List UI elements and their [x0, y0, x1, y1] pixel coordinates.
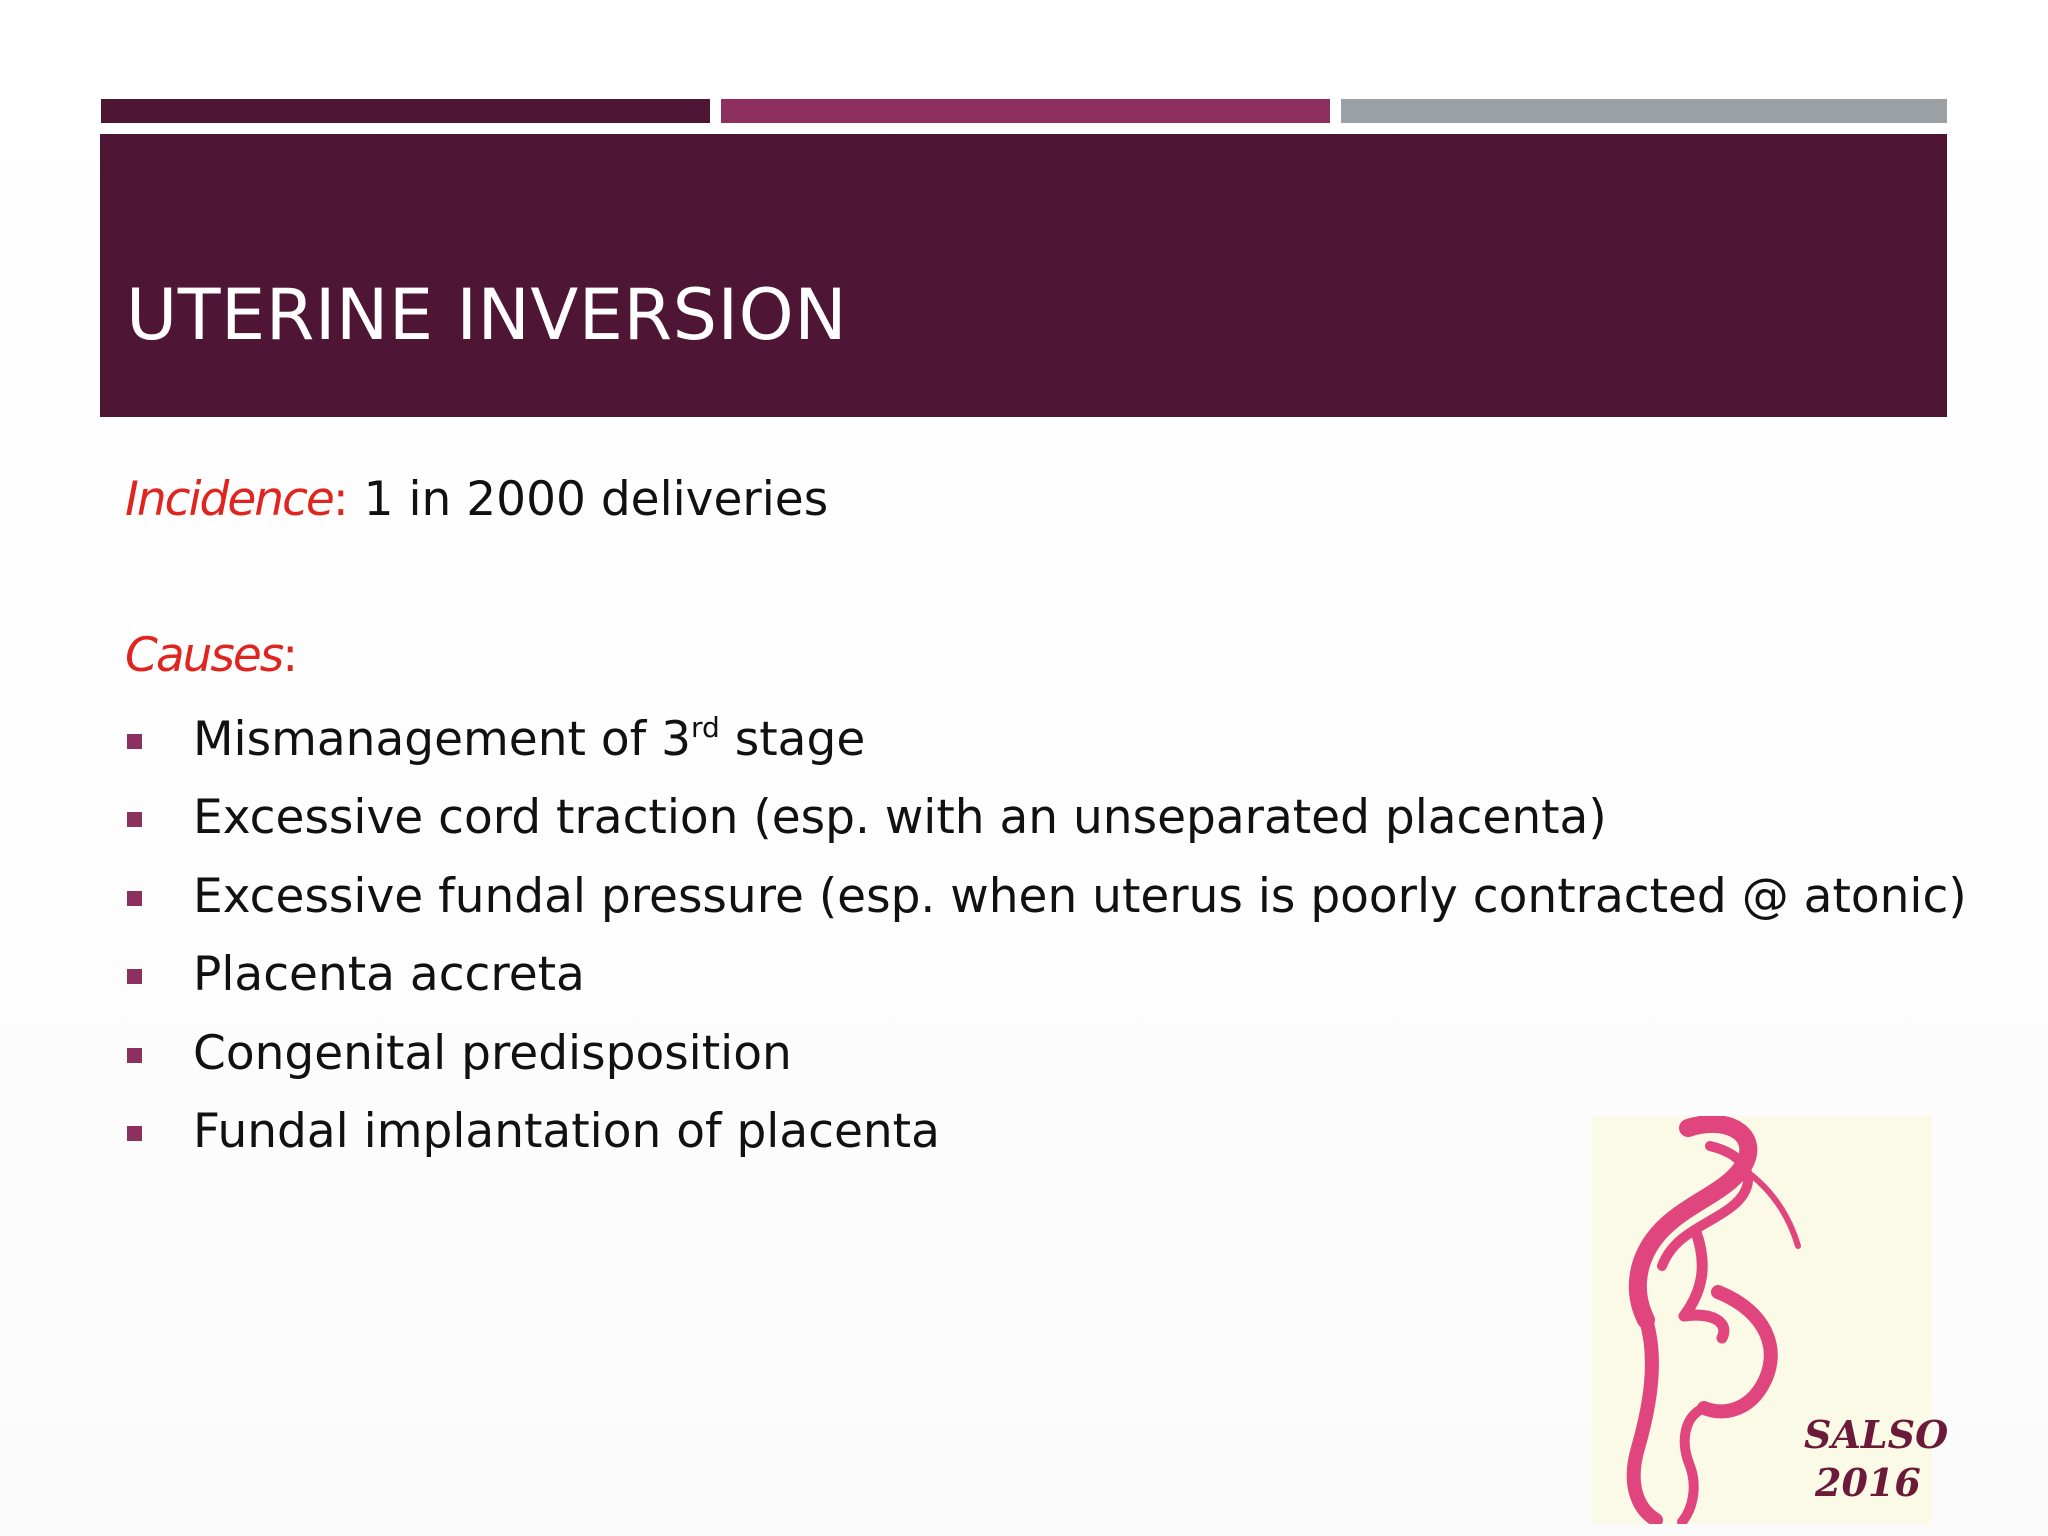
logo-year: 2016 — [1815, 1460, 1921, 1505]
square-bullet-icon — [127, 1048, 142, 1063]
causes-colon: : — [282, 628, 299, 683]
list-item-text: Excessive cord traction (esp. with an unseparated placenta) — [193, 790, 1607, 846]
incidence-colon: : — [332, 472, 349, 527]
square-bullet-icon — [127, 891, 142, 906]
list-item-text: Fundal implantation of placenta — [193, 1104, 940, 1160]
list-item — [127, 1014, 1967, 1093]
list-item-text: Excessive fundal pressure (esp. when uterus is poorly contracted @ atonic) — [193, 868, 1967, 924]
list-item — [127, 779, 1967, 858]
incidence-line — [125, 474, 828, 526]
causes-heading — [125, 630, 298, 682]
list-item — [127, 700, 1967, 779]
list-item — [127, 857, 1967, 936]
square-bullet-icon — [127, 1126, 142, 1141]
accent-bar-magenta — [721, 99, 1330, 123]
causes-label: Causes — [125, 628, 283, 683]
slide-title: UTERINE INVERSION — [126, 274, 848, 356]
salso-logo — [1592, 1116, 1949, 1524]
square-bullet-icon — [127, 812, 142, 827]
list-item-text: Placenta accreta — [193, 947, 585, 1003]
square-bullet-icon — [127, 734, 142, 749]
list-item-text: Congenital predisposition — [193, 1025, 792, 1081]
incidence-label: Incidence — [125, 472, 333, 527]
accent-bar-gray — [1341, 99, 1947, 123]
causes-list — [127, 700, 1967, 1171]
accent-bar-dark — [101, 99, 710, 123]
incidence-value: 1 in 2000 deliveries — [363, 472, 829, 527]
list-item-text: Mismanagement of 3rd stage — [193, 710, 866, 767]
square-bullet-icon — [127, 969, 142, 984]
logo-name: SALSO — [1804, 1412, 1949, 1457]
list-item — [127, 936, 1967, 1015]
